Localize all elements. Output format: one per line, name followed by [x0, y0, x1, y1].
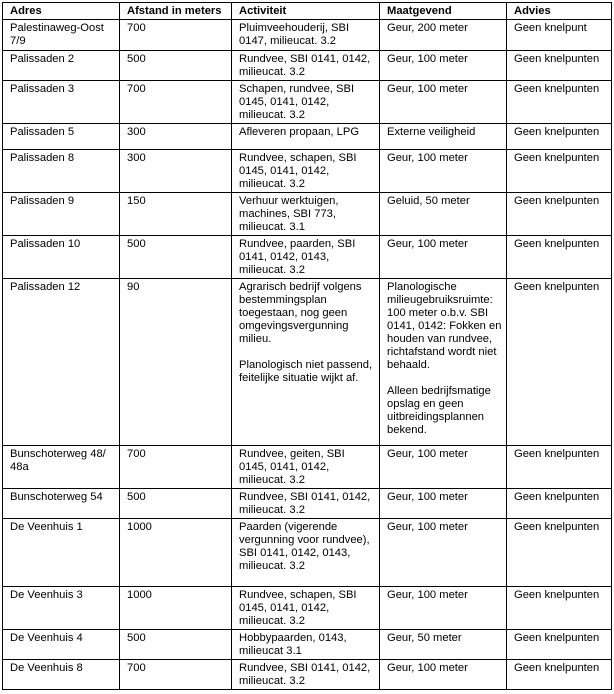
cell-advies: Geen knelpunten: [507, 660, 612, 690]
cell-activiteit: [232, 489, 380, 519]
cell-adres: Palissaden 3: [3, 81, 120, 124]
cell-afstand: 700: [120, 20, 232, 51]
cell-maatgevend-paragraph: Alleen bedrijfsmatige opslag en geen uitbreidingsplannen bekend.: [387, 385, 491, 436]
cell-adres: Palissaden 12: [3, 279, 120, 446]
cell-maatgevend: [380, 279, 507, 446]
col-header-afstand: Afstand in meters: [120, 3, 232, 20]
table-row: [3, 279, 612, 446]
cell-maatgevend-paragraph: Planologische milieugebruiksruimte: 100 meter o.b.v. SBI 0141, 0142: Fokken en houden van rundvee, richtafstand wordt niet behaald.: [387, 281, 502, 371]
cell-activiteit-paragraph: Paarden (vigerende vergunning voor rundvee), SBI 0141, 0142, 0143, milieucat. 3.2: [239, 521, 370, 572]
cell-activiteit-paragraph: Rundvee, schapen, SBI 0145, 0141, 0142, milieucat. 3.2: [239, 589, 357, 627]
cell-advies: Geen knelpunten: [507, 150, 612, 193]
cell-maatgevend: [380, 489, 507, 519]
cell-afstand: 500: [120, 489, 232, 519]
cell-afstand: 700: [120, 446, 232, 489]
cell-maatgevend-paragraph: Geur, 100 meter: [387, 238, 468, 250]
cell-activiteit-paragraph: Pluimveehouderij, SBI 0147, milieucat. 3.2: [239, 22, 350, 47]
cell-afstand: 1000: [120, 519, 232, 587]
table-row: [3, 81, 612, 124]
cell-advies: Geen knelpunten: [507, 446, 612, 489]
cell-activiteit-paragraph: Rundvee, geiten, SBI 0145, 0141, 0142, milieucat. 3.2: [239, 448, 345, 486]
cell-advies: Geen knelpunten: [507, 124, 612, 150]
col-header-adres: Adres: [3, 3, 120, 20]
cell-activiteit: [232, 587, 380, 630]
cell-advies: Geen knelpunten: [507, 81, 612, 124]
cell-activiteit: [232, 124, 380, 150]
cell-maatgevend-paragraph: Geur, 100 meter: [387, 521, 468, 533]
cell-adres: Palestinaweg-Oost 7/9: [3, 20, 120, 51]
cell-advies: Geen knelpunten: [507, 519, 612, 587]
cell-activiteit: [232, 630, 380, 660]
cell-maatgevend: [380, 660, 507, 690]
cell-advies: Geen knelpunten: [507, 489, 612, 519]
cell-maatgevend: [380, 519, 507, 587]
cell-maatgevend-paragraph: Geur, 100 meter: [387, 589, 468, 601]
cell-adres: Palissaden 2: [3, 51, 120, 81]
col-header-maatgevend: Maatgevend: [380, 3, 507, 20]
cell-activiteit: [232, 193, 380, 236]
table-row: [3, 20, 612, 51]
cell-activiteit-paragraph: Rundvee, SBI 0141, 0142, milieucat. 3.2: [239, 662, 371, 687]
cell-advies: Geen knelpunten: [507, 279, 612, 446]
header-row: [3, 3, 612, 20]
table-row: [3, 236, 612, 279]
table-row: [3, 150, 612, 193]
cell-adres: Bunschoterweg 48/ 48a: [3, 446, 120, 489]
cell-activiteit-paragraph: Agrarisch bedrijf volgens bestemmingsplan toegestaan, nog geen omgevingsvergunning milieu.: [239, 281, 362, 345]
cell-afstand: 1000: [120, 587, 232, 630]
cell-afstand: 300: [120, 124, 232, 150]
cell-maatgevend: [380, 630, 507, 660]
cell-activiteit: [232, 20, 380, 51]
cell-advies: Geen knelpunten: [507, 587, 612, 630]
cell-maatgevend-paragraph: Externe veiligheid: [387, 126, 476, 138]
col-header-advies: Advies: [507, 3, 612, 20]
table-row: [3, 124, 612, 150]
cell-maatgevend-paragraph: Geluid, 50 meter: [387, 195, 470, 207]
cell-maatgevend: [380, 124, 507, 150]
cell-maatgevend: [380, 193, 507, 236]
cell-afstand: 90: [120, 279, 232, 446]
cell-maatgevend-paragraph: Geur, 100 meter: [387, 448, 468, 460]
cell-advies: Geen knelpunten: [507, 193, 612, 236]
cell-afstand: 300: [120, 150, 232, 193]
table-row: [3, 519, 612, 587]
cell-maatgevend-paragraph: Geur, 200 meter: [387, 22, 468, 34]
cell-activiteit: [232, 519, 380, 587]
cell-activiteit-paragraph: Rundvee, SBI 0141, 0142, milieucat. 3.2: [239, 491, 371, 516]
table-row: [3, 587, 612, 630]
table-row: [3, 660, 612, 690]
cell-maatgevend: [380, 81, 507, 124]
cell-activiteit: [232, 279, 380, 446]
cell-advies: Geen knelpunten: [507, 630, 612, 660]
table-row: [3, 446, 612, 489]
cell-activiteit-paragraph: Schapen, rundvee, SBI 0145, 0141, 0142, milieucat. 3.2: [239, 83, 355, 121]
cell-maatgevend-paragraph: Geur, 100 meter: [387, 83, 468, 95]
cell-afstand: 150: [120, 193, 232, 236]
cell-adres: Bunschoterweg 54: [3, 489, 120, 519]
cell-advies: Geen knelpunten: [507, 51, 612, 81]
cell-afstand: 500: [120, 51, 232, 81]
cell-maatgevend-paragraph: Geur, 50 meter: [387, 632, 462, 644]
cell-activiteit-paragraph: Rundvee, SBI 0141, 0142, milieucat. 3.2: [239, 53, 371, 78]
cell-afstand: 700: [120, 81, 232, 124]
cell-adres: De Veenhuis 3: [3, 587, 120, 630]
table-row: [3, 51, 612, 81]
cell-activiteit: [232, 150, 380, 193]
cell-adres: De Veenhuis 4: [3, 630, 120, 660]
cell-afstand: 700: [120, 660, 232, 690]
cell-afstand: 500: [120, 630, 232, 660]
cell-maatgevend-paragraph: Geur, 100 meter: [387, 491, 468, 503]
table-row: [3, 630, 612, 660]
cell-maatgevend: [380, 446, 507, 489]
col-header-activiteit: Activiteit: [232, 3, 380, 20]
table-row: [3, 489, 612, 519]
cell-maatgevend-paragraph: Geur, 100 meter: [387, 662, 468, 674]
cell-activiteit-paragraph: Afleveren propaan, LPG: [239, 126, 360, 138]
cell-activiteit: [232, 236, 380, 279]
cell-activiteit-paragraph: Rundvee, paarden, SBI 0141, 0142, 0143, milieucat. 3.2: [239, 238, 356, 276]
cell-maatgevend: [380, 236, 507, 279]
cell-activiteit-paragraph: Verhuur werktuigen, machines, SBI 773, milieucat. 3.1: [239, 195, 339, 233]
cell-activiteit-paragraph: Hobbypaarden, 0143, milieucat 3.1: [239, 632, 347, 657]
cell-adres: De Veenhuis 8: [3, 660, 120, 690]
cell-adres: Palissaden 9: [3, 193, 120, 236]
cell-activiteit: [232, 446, 380, 489]
cell-maatgevend: [380, 587, 507, 630]
distance-table: [2, 2, 612, 690]
cell-activiteit: [232, 660, 380, 690]
cell-adres: Palissaden 5: [3, 124, 120, 150]
cell-maatgevend: [380, 51, 507, 81]
cell-activiteit-paragraph: Planologisch niet passend, feitelijke situatie wijkt af.: [239, 359, 373, 384]
cell-maatgevend: [380, 20, 507, 51]
cell-afstand: 500: [120, 236, 232, 279]
cell-activiteit: [232, 81, 380, 124]
cell-adres: Palissaden 10: [3, 236, 120, 279]
cell-adres: Palissaden 8: [3, 150, 120, 193]
cell-advies: Geen knelpunten: [507, 236, 612, 279]
cell-activiteit-paragraph: Rundvee, schapen, SBI 0145, 0141, 0142, milieucat. 3.2: [239, 152, 357, 190]
cell-advies: Geen knelpunt: [507, 20, 612, 51]
cell-adres: De Veenhuis 1: [3, 519, 120, 587]
cell-maatgevend-paragraph: Geur, 100 meter: [387, 152, 468, 164]
table-row: [3, 193, 612, 236]
cell-maatgevend-paragraph: Geur, 100 meter: [387, 53, 468, 65]
cell-maatgevend: [380, 150, 507, 193]
cell-activiteit: [232, 51, 380, 81]
